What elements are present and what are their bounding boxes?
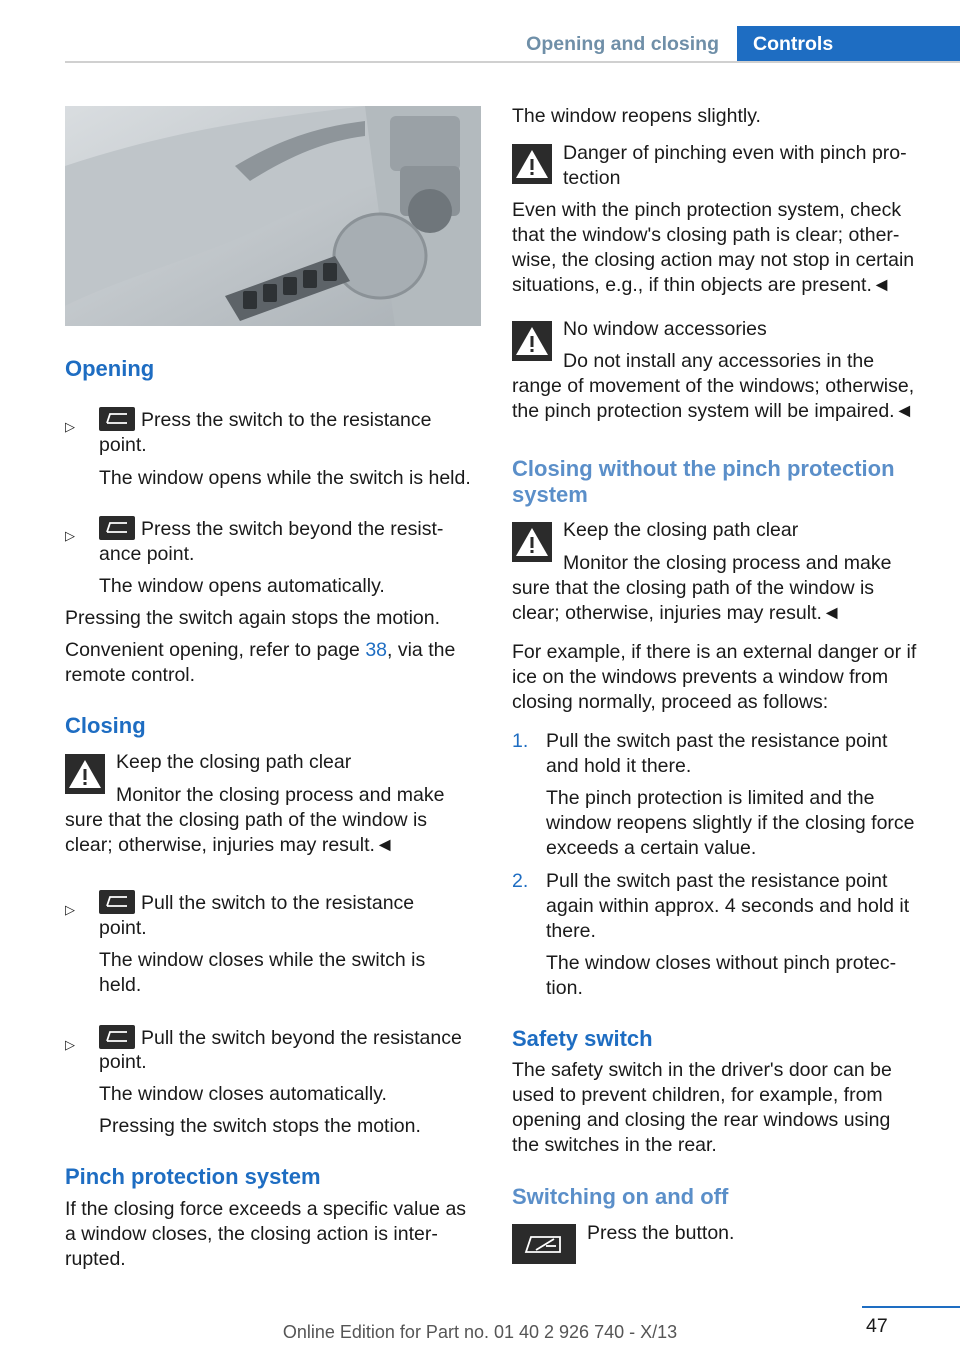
pinch-line3: rupted. (65, 1248, 126, 1270)
opening-item-2-line2: ance point. (99, 543, 195, 565)
closing-warning-line2: sure that the closing path of the window is (65, 809, 428, 831)
closing-item-1: Pull the switch to the resistance (99, 890, 489, 916)
example-line1: For example, if there is an external danger or if (512, 641, 917, 663)
closing-heading: Closing (65, 713, 146, 738)
warning3-title: Keep the closing path clear (563, 519, 799, 541)
header-rule (65, 61, 960, 63)
warning3-line1: Monitor the closing process and make (563, 552, 892, 574)
warning1-title-line2: tection (563, 167, 621, 189)
pinch-protection-heading: Pinch protection system (65, 1164, 321, 1189)
warning-triangle-icon (512, 144, 552, 184)
safety-switch-button-icon (512, 1224, 576, 1264)
warning2-line1: Do not install any accessories in the (563, 350, 875, 372)
pinch-line1: If the closing force exceeds a specific value as (65, 1198, 467, 1220)
header-section-title: Opening and closing (526, 33, 719, 55)
step2-sub2: tion. (546, 977, 583, 999)
opening-item-2-sub: The window opens automatically. (99, 575, 385, 597)
closing-without-pinch-heading-line2: system (512, 482, 588, 507)
example-line2: ice on the windows prevents a window from (512, 666, 889, 688)
step2-line2: again within approx. 4 seconds and hold it (546, 895, 910, 917)
warning1-line3: wise, the closing action may not stop in certain (512, 249, 915, 271)
safety-line4: the switches in the rear. (512, 1134, 717, 1156)
opening-paragraph-2-line2: remote control. (65, 664, 196, 686)
step1-line1: Pull the switch past the resistance point (546, 730, 888, 752)
pinch-line2: a window closes, the closing action is inter- (65, 1223, 438, 1245)
step-number: 1. (512, 730, 529, 752)
opening-paragraph-1: Pressing the switch again stops the motion. (65, 607, 441, 629)
closing-item-2-sub2: Pressing the switch stops the motion. (99, 1115, 421, 1137)
closing-warning-line3: clear; otherwise, injuries may result.◄ (65, 834, 395, 856)
closing-item-2: Pull the switch beyond the resistance (99, 1025, 489, 1051)
warning1-line2: that the window's closing path is clear; other- (512, 224, 900, 246)
closing-warning-title: Keep the closing path clear (116, 751, 352, 773)
bullet-icon: ▷ (65, 528, 75, 543)
window-switch-icon (99, 1025, 135, 1049)
opening-paragraph-2: Convenient opening, refer to page 38, via the (65, 639, 456, 661)
warning2-line3: the pinch protection system will be impaired.◄ (512, 400, 914, 422)
step2-sub1: The window closes without pinch protec- (546, 952, 897, 974)
bullet-icon: ▷ (65, 1037, 75, 1052)
header-chapter-tab[interactable]: Controls (737, 26, 960, 62)
switching-on-off-heading: Switching on and off (512, 1184, 729, 1209)
closing-item-1-sub2: held. (99, 974, 142, 996)
step1-line2: and hold it there. (546, 755, 692, 777)
closing-item-2-line2: point. (99, 1051, 147, 1073)
closing-without-pinch-heading-line1: Closing without the pinch protection (512, 456, 895, 481)
safety-switch-heading: Safety switch (512, 1026, 653, 1051)
warning3-line2: sure that the closing path of the window is (512, 577, 875, 599)
closing-item-2-sub1: The window closes automatically. (99, 1083, 387, 1105)
door-panel-photo (65, 106, 481, 326)
step-number: 2. (512, 870, 529, 892)
closing-item-1-line2: point. (99, 917, 147, 939)
press-button-text: Press the button. (587, 1222, 735, 1244)
warning-triangle-icon (512, 321, 552, 361)
warning1-line4: situations, e.g., if thin objects are present.◄ (512, 274, 892, 296)
warning1-line1: Even with the pinch protection system, check (512, 199, 902, 221)
warning1-title-line1: Danger of pinching even with pinch pro- (563, 142, 907, 164)
window-switch-icon (99, 516, 135, 540)
step2-line3: there. (546, 920, 596, 942)
bullet-icon: ▷ (65, 902, 75, 917)
warning2-title: No window accessories (563, 318, 767, 340)
step1-sub2: window reopens slightly if the closing force (546, 812, 915, 834)
closing-item-1-sub1: The window closes while the switch is (99, 949, 426, 971)
bullet-icon: ▷ (65, 419, 75, 434)
safety-line3: opening and closing the rear windows using (512, 1109, 891, 1131)
opening-item-2: Press the switch beyond the resist- (99, 516, 489, 542)
footer-edition: Online Edition for Part no. 01 40 2 926 740 - X/13 (282, 1322, 678, 1342)
opening-item-1-line2: point. (99, 434, 147, 456)
safety-line1: The safety switch in the driver's door can be (512, 1059, 892, 1081)
step2-line1: Pull the switch past the resistance point (546, 870, 888, 892)
step1-sub1: The pinch protection is limited and the (546, 787, 875, 809)
footer-rule (862, 1306, 960, 1308)
window-switch-icon (99, 407, 135, 431)
window-reopens-text: The window reopens slightly. (512, 105, 761, 127)
window-switch-icon (99, 890, 135, 914)
example-line3: closing normally, proceed as follows: (512, 691, 829, 713)
opening-item-1-sub: The window opens while the switch is held. (99, 467, 471, 489)
warning-triangle-icon (65, 754, 105, 794)
warning2-line2: range of movement of the windows; otherwise, (512, 375, 915, 397)
warning3-line3: clear; otherwise, injuries may result.◄ (512, 602, 842, 624)
warning-triangle-icon (512, 522, 552, 562)
page-reference-link[interactable]: 38 (365, 639, 388, 661)
safety-line2: used to prevent children, for example, from (512, 1084, 883, 1106)
opening-item-1: Press the switch to the resistance (99, 407, 489, 433)
page-number: 47 (866, 1315, 888, 1337)
step1-sub3: exceeds a certain value. (546, 837, 757, 859)
opening-heading: Opening (65, 356, 155, 381)
closing-warning-line1: Monitor the closing process and make (116, 784, 445, 806)
